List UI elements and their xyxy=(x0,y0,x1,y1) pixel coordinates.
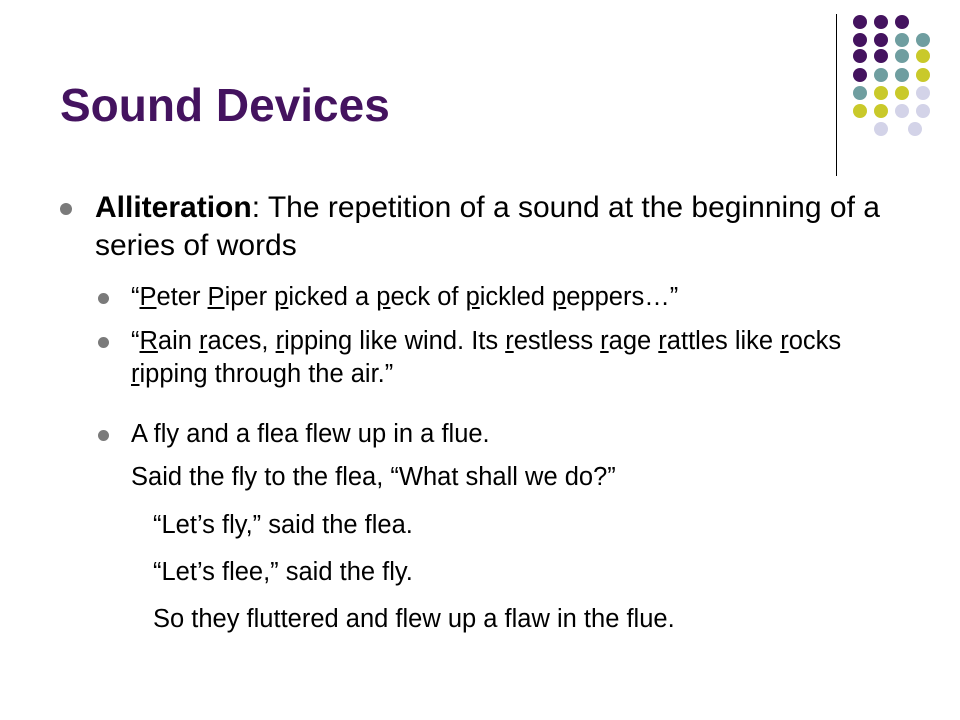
alliterative-letter: r xyxy=(600,327,609,355)
alliterative-letter: p xyxy=(274,283,289,311)
example-text: eck of xyxy=(390,283,466,311)
example-text: attles like xyxy=(666,327,781,355)
decorative-dot xyxy=(895,33,909,47)
example-text: “ xyxy=(131,283,140,311)
decorative-dot xyxy=(908,122,922,136)
poem-line-4: “Let’s flee,” said the fly. xyxy=(153,558,413,586)
example-text: aces, xyxy=(207,327,276,355)
decorative-dot xyxy=(853,49,867,63)
decorative-dot xyxy=(916,68,930,82)
bullet-icon xyxy=(98,337,109,348)
alliterative-letter: R xyxy=(139,327,158,355)
decorative-dot xyxy=(874,122,888,136)
decorative-dot xyxy=(916,104,930,118)
poem-line-2: Said the fly to the flea, “What shall we do?” xyxy=(131,463,616,491)
decorative-dot xyxy=(874,104,888,118)
example-text: ipping through the air.” xyxy=(139,360,394,388)
decorative-dot xyxy=(853,68,867,82)
alliterative-letter: P xyxy=(207,283,225,311)
decorative-dot xyxy=(916,86,930,100)
example-text: ain xyxy=(157,327,200,355)
alliterative-letter: P xyxy=(139,283,157,311)
decorative-dot xyxy=(895,68,909,82)
decorative-dot xyxy=(853,15,867,29)
example-text: icked a xyxy=(288,283,377,311)
decorative-dot xyxy=(874,49,888,63)
example-text: “ xyxy=(131,327,140,355)
example-text: ocks xyxy=(788,327,842,355)
example-text: ipping like wind. Its xyxy=(284,327,506,355)
decorative-divider-line xyxy=(836,14,837,176)
alliterative-letter: r xyxy=(505,327,514,355)
decorative-dot xyxy=(853,104,867,118)
alliterative-letter: r xyxy=(131,360,140,388)
example-rain-races xyxy=(131,325,891,391)
decorative-dot xyxy=(895,86,909,100)
poem-line-3: “Let’s fly,” said the flea. xyxy=(153,511,413,539)
decorative-dot xyxy=(895,104,909,118)
alliterative-letter: p xyxy=(465,283,480,311)
decorative-dot xyxy=(853,86,867,100)
slide-title: Sound Devices xyxy=(60,79,390,131)
example-peter-piper xyxy=(131,281,891,314)
decorative-dot xyxy=(916,49,930,63)
decorative-dot xyxy=(895,49,909,63)
example-text: iper xyxy=(224,283,275,311)
bullet-icon xyxy=(98,293,109,304)
alliterative-letter: r xyxy=(780,327,789,355)
example-text: age xyxy=(608,327,659,355)
example-text: estless xyxy=(513,327,601,355)
decorative-dot xyxy=(895,15,909,29)
decorative-dot xyxy=(874,15,888,29)
decorative-dot xyxy=(853,33,867,47)
alliterative-letter: r xyxy=(658,327,667,355)
example-text: ickled xyxy=(479,283,553,311)
alliterative-letter: r xyxy=(275,327,285,355)
term-label: Alliteration xyxy=(95,191,252,224)
alliterative-letter: p xyxy=(376,283,391,311)
example-text: eter xyxy=(156,283,208,311)
bullet-icon xyxy=(98,430,109,441)
definition-text xyxy=(95,189,895,265)
definition-body: : The repetition of a sound at the beginning of a series of words xyxy=(95,191,880,262)
decorative-dot xyxy=(874,68,888,82)
poem-line-1: A fly and a flea flew up in a flue. xyxy=(131,420,490,448)
alliterative-letter: p xyxy=(552,283,567,311)
decorative-dot xyxy=(916,33,930,47)
alliterative-letter: r xyxy=(199,327,208,355)
bullet-icon xyxy=(60,203,72,215)
decorative-dot xyxy=(874,86,888,100)
poem-line-5: So they fluttered and flew up a flaw in the flue. xyxy=(153,605,675,633)
example-text: eppers…” xyxy=(566,283,679,311)
decorative-dot xyxy=(874,33,888,47)
